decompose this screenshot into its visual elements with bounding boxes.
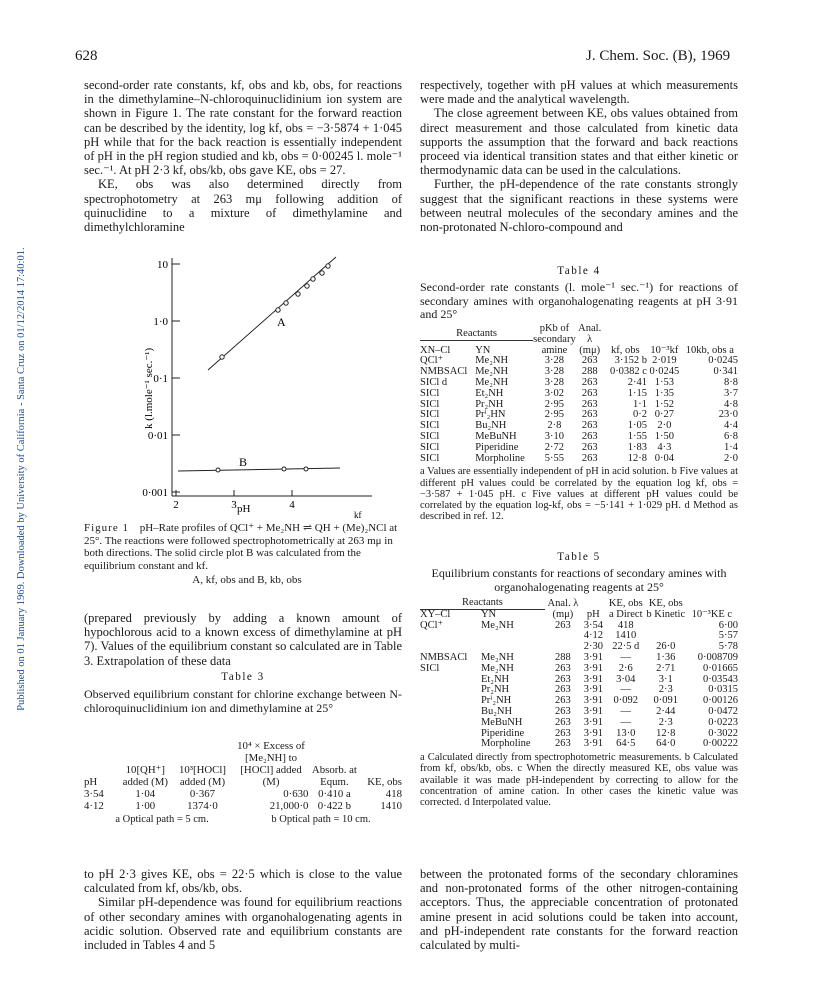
table-cell: [420, 739, 481, 750]
t3-footnote-b: b Optical path = 10 cm.: [271, 814, 371, 825]
table-cell: SICl: [420, 398, 440, 410]
table-cell: 3·91: [583, 716, 603, 728]
line-b: [178, 468, 340, 471]
table-cell: 288: [581, 366, 598, 378]
table-cell: 3·04: [616, 673, 636, 685]
point-a: [284, 301, 288, 305]
table-cell: Me₂NH: [480, 651, 514, 663]
paragraph: to pH 2·3 gives KE, obs = 22·5 which is close to the value calculated from kf, obs/kb, obs.: [84, 867, 402, 896]
t5-footnote: a Calculated directly from spectrophotometric measurements. b Calculated from kf, obs/kb, obs. c When the directly measured KE, obs value was available it was made pH-independent by correcting to allow for the concentration of amine cation. In other cases the kinetic value was corrected. d Interpolated value.: [420, 752, 738, 808]
table-cell: QCl⁺: [420, 619, 444, 631]
table-cell: 3·10: [544, 430, 565, 442]
table-cell: Prⁱ₂NH: [480, 695, 512, 707]
x-tick-label: 4: [289, 499, 295, 511]
table-cell: 3·91: [583, 673, 603, 685]
arrow-label-kf: kf: [354, 510, 362, 520]
t4-group-header: Reactants: [420, 324, 533, 340]
table-3: [84, 740, 402, 826]
point-a: [326, 264, 330, 268]
table-cell: 2·8: [547, 420, 562, 432]
table-cell: 0·341: [713, 366, 738, 378]
table-cell: 0·01665: [703, 662, 738, 674]
table-cell: 0·00222: [703, 738, 738, 750]
t3-header: Absorb. at Equm.: [311, 764, 357, 788]
table-row: [420, 729, 738, 740]
table-cell: 263: [555, 716, 571, 728]
table-cell: 0·0382 c: [609, 366, 647, 378]
table-cell: [420, 631, 481, 642]
t3-header: pH: [84, 776, 98, 788]
table-4: [420, 324, 738, 522]
t5-group-header: Reactants: [420, 598, 545, 609]
table-cell: 3·91: [583, 684, 603, 696]
x-tick-label: 2: [173, 499, 179, 511]
table-cell: [481, 631, 545, 642]
table-row: [420, 675, 738, 686]
table-cell: 263: [555, 695, 571, 707]
table-cell: —: [620, 651, 631, 663]
table-cell: 0·04: [654, 452, 674, 464]
table-row: [420, 739, 738, 750]
table-cell: NMBSACl: [420, 651, 468, 663]
table-cell: Me₂NH: [475, 366, 509, 378]
t5-header: YN: [480, 608, 497, 620]
table-row: [420, 621, 738, 632]
table-cell: 263: [581, 376, 598, 388]
point-b: [282, 467, 286, 471]
table-cell: Bu₂NH: [475, 420, 507, 432]
table-row: [420, 367, 738, 378]
table-cell: Piperidine: [475, 441, 519, 453]
table-row: [420, 696, 738, 707]
table-cell: 263: [555, 619, 571, 631]
table-cell: 1410: [615, 630, 637, 642]
table-cell: Pr₂NH: [480, 684, 510, 696]
table-cell: 3·02: [544, 387, 565, 399]
t5-header: Anal. λ (mμ): [547, 598, 579, 620]
table-cell: QCl⁺: [420, 355, 444, 367]
table-row: [420, 378, 738, 389]
table-cell: Me₂NH: [475, 376, 509, 388]
table-cell: 4·3: [657, 441, 672, 453]
table-cell: 4·4: [724, 420, 738, 432]
t4-header: 10⁻³kf: [650, 344, 679, 356]
table-cell: 0·0315: [708, 684, 738, 696]
table-cell: 1·35: [654, 387, 674, 399]
table-cell: Et₂NH: [475, 387, 504, 399]
table-cell: SICl: [420, 452, 440, 464]
table-cell: 3·28: [544, 355, 565, 367]
table-cell: 8·8: [724, 376, 738, 388]
table-cell: Piperidine: [480, 727, 525, 739]
table-row: [420, 389, 738, 400]
t3-header: KE, obs: [367, 776, 402, 788]
table-cell: 263: [555, 673, 571, 685]
table-cell: 1·4: [724, 441, 738, 453]
x-tick-label: 3: [231, 499, 237, 511]
point-a: [220, 355, 224, 359]
table-cell: 0·0472: [708, 705, 738, 717]
right-intro-text: [420, 78, 738, 234]
table-3-caption: Observed equilibrium constant for chlorine exchange between N-chloroquinuclidinium ion and dimethylamine at 25°: [84, 687, 402, 715]
table-row: [420, 443, 738, 454]
table-cell: 2·0: [724, 452, 738, 464]
point-a: [305, 284, 309, 288]
right-bottom-text: [420, 867, 738, 952]
table-cell: 0·0245: [708, 355, 738, 367]
t3-footnote-a: a Optical path = 5 cm.: [115, 814, 209, 825]
table-cell: 0·03543: [703, 673, 738, 685]
table-row: [420, 421, 738, 432]
table-cell: 2·30: [583, 641, 603, 653]
table-cell: 1·1: [632, 398, 647, 410]
table-row: [420, 642, 738, 653]
table-row: [420, 707, 738, 718]
table-cell: [545, 631, 581, 642]
table-cell: 263: [581, 355, 598, 367]
table-row: [420, 664, 738, 675]
y-tick-label: 10: [157, 259, 168, 271]
table-cell: 418: [617, 619, 634, 631]
y-tick-label: 1·0: [153, 316, 168, 328]
table-cell: 263: [555, 705, 571, 717]
table-cell: 2·71: [656, 662, 676, 674]
table-cell: NMBSACl: [420, 366, 468, 378]
table-cell: 2·95: [544, 398, 565, 410]
download-notice-sidebar: Published on 01 January 1969. Downloaded by University of California - Santa Cruz on 01/12/2014 17:40:01.: [15, 247, 27, 711]
table-5-caption: Equilibrium constants for reactions of secondary amines with organohalogenating reagents at 25°: [431, 566, 727, 594]
table-cell: 1·36: [656, 651, 676, 663]
label-a: A: [277, 315, 286, 329]
table-5: [420, 598, 738, 808]
paragraph: The close agreement between KE, obs values obtained from direct measurement and those calculated from kinetic data supports the assumption that the forward and back reactions proceed via identical transition states and that either kinetic or thermodynamic data can be used in the calculations.: [420, 106, 738, 178]
table-cell: 3·91: [583, 695, 603, 707]
table-row: [420, 400, 738, 411]
paragraph: KE, obs was also determined directly from spectrophotometry at 263 mμ following addition of quinuclidine to a mixture of dimethylamine and dimethylchloramine: [84, 177, 402, 235]
table-cell: 26·0: [656, 641, 676, 653]
t3-header: 10³[HOCl] added (M): [178, 764, 226, 788]
point-a: [311, 277, 315, 281]
table-cell: 1·55: [627, 430, 647, 442]
point-a: [276, 308, 280, 312]
table-cell: 1·83: [627, 441, 647, 453]
table-cell: 263: [581, 441, 598, 453]
table-cell: 1·05: [627, 420, 647, 432]
left-bottom-text: [84, 867, 402, 952]
paragraph: (prepared previously by adding a known amount of hypochlorous acid to a known excess of dimethylamine at pH 7). Values of the equilibrium constant so calculated are in Table 3. Extrapolation of these data: [84, 611, 402, 668]
table-cell: 263: [581, 398, 598, 410]
point-b: [216, 468, 220, 472]
table-cell: 0·00126: [703, 695, 738, 707]
table-cell: MeBuNH: [475, 430, 517, 442]
table-cell: 4·8: [724, 398, 738, 410]
paragraph: second-order rate constants, kf, obs and kb, obs, for reactions in the dimethylamine–N-chloroquinuclidinium ion system are shown in Figure 1. The rate constant for the forward reaction can be described by the identity, log kf, obs = −3·5874 + 1·045 pH while that for the back reaction is essentially independent of pH in the pH region studied and kb, obs = 0·00245 l. mole⁻¹ sec.⁻¹. At pH 2·3 kf, obs/kb, obs gave KE, obs = 27.: [84, 78, 402, 178]
table-cell: 0·2: [632, 409, 647, 421]
t3-header: 10[QH⁺] added (M): [122, 764, 168, 788]
t4-header: 10kb, obs a: [685, 344, 734, 356]
table-cell: 263: [581, 420, 598, 432]
table-cell: 2·3: [658, 716, 673, 728]
table-cell: 263: [555, 727, 571, 739]
table-cell: 5·55: [544, 452, 565, 464]
table-cell: 263: [555, 662, 571, 674]
table-cell: 5·57: [718, 630, 738, 642]
table-4-label: Table 4: [557, 265, 601, 277]
table-cell: 3·91: [583, 738, 603, 750]
table-cell: Pr₂NH: [475, 398, 504, 410]
y-tick-label: 0·001: [142, 487, 168, 499]
t4-header: YN: [475, 344, 491, 356]
table-cell: 3·28: [544, 376, 565, 388]
table-cell: SICl d: [420, 376, 448, 388]
left-mid-text: [84, 611, 402, 668]
paragraph: respectively, together with pH values at which measurements were made and the analytical wavelength.: [420, 78, 738, 107]
table-cell: SICl: [420, 441, 440, 453]
t4-header: kf, obs: [611, 344, 640, 356]
table-cell: Me₂NH: [480, 662, 514, 674]
table-cell: [420, 685, 481, 696]
table-cell: [420, 718, 481, 729]
t4-header: XN–Cl: [420, 344, 451, 356]
table-cell: 6·8: [724, 430, 738, 442]
table-cell: 263: [581, 387, 598, 399]
table-cell: 2·95: [544, 409, 565, 421]
table-cell: 64·5: [616, 738, 636, 750]
paragraph: Similar pH-dependence was found for equilibrium reactions of other secondary amines with organohalogenating agents in acidic solution. Observed rate and equilibrium constants are included in Tables 4 and 5: [84, 895, 402, 953]
table-cell: 263: [581, 452, 598, 464]
table-cell: 0·3022: [708, 727, 738, 739]
table-cell: 6·00: [718, 619, 738, 631]
table-cell: Et₂NH: [480, 673, 510, 685]
table-cell: 2·72: [544, 441, 565, 453]
table-cell: 12·8: [627, 452, 647, 464]
table-cell: Morpholine: [475, 452, 525, 464]
y-axis-label: k (l.mole⁻¹ sec.⁻¹): [143, 347, 155, 429]
table-cell: 3·28: [544, 366, 565, 378]
table-cell: Morpholine: [480, 738, 531, 750]
table-cell: 2·44: [656, 705, 676, 717]
table-row: [420, 410, 738, 421]
table-cell: 3·91: [583, 705, 603, 717]
table-cell: SICl: [420, 387, 440, 399]
table-cell: —: [620, 684, 631, 696]
table-cell: 5·78: [718, 641, 738, 653]
table-cell: 0·27: [654, 409, 674, 421]
table-cell: 22·5 d: [612, 641, 640, 653]
table-cell: 1·15: [627, 387, 647, 399]
table-5-label: Table 5: [557, 551, 601, 563]
t4-footnote: a Values are essentially independent of pH in acid solution. b Five values at different pH values could be correlated by the equation log kf, obs = −3·587 + 1·045 pH. c Five values at different pH values could be correlated by the equation log-kf, obs = −5·141 + 1·029 pH. d Method as described in ref. 12.: [420, 466, 738, 523]
table-cell: SICl: [420, 409, 440, 421]
table-4-caption: Second-order rate constants (l. mole⁻¹ sec.⁻¹) for reactions of secondary amines with organohalogenating reagents at pH 3·91 and 25°: [420, 280, 738, 322]
table-cell: SICl: [420, 430, 440, 442]
t4-header: Anal. λ (mμ): [578, 323, 602, 356]
caption-text: pH–Rate profiles of QCl⁺ + Me₂NH ⇌ QH + (Me)₂NCl at 25°. The reactions were followed spectrophotometrically at 263 mμ in both directions. The solid circle plot B was calculated from the equilibrium constant and kf.: [84, 522, 398, 572]
table-cell: 1·52: [654, 398, 674, 410]
table-cell: 0·008709: [697, 651, 738, 663]
table-cell: 12·8: [656, 727, 676, 739]
table-row: [420, 653, 738, 664]
figure-1: [92, 244, 412, 524]
table-cell: 64·0: [656, 738, 676, 750]
table-cell: [646, 621, 686, 632]
table-cell: 13·0: [616, 727, 636, 739]
table-cell: 2·0: [657, 420, 672, 432]
table-cell: 3·7: [724, 387, 738, 399]
figure-1-caption: [84, 522, 410, 587]
x-axis-label: pH: [237, 503, 251, 515]
table-row: 3·54 1·04 0·367 0·630 0·410 a 418: [84, 788, 402, 800]
table-cell: 3·54: [583, 619, 603, 631]
table-cell: [420, 675, 481, 686]
table-3-label: Table 3: [221, 671, 265, 683]
table-cell: 0·092: [613, 695, 638, 707]
table-cell: —: [620, 716, 631, 728]
table-cell: SICl: [420, 662, 440, 674]
paragraph: Further, the pH-dependence of the rate constants strongly suggest that the significant reactions in these systems were between neutral molecules of the secondary amines and the non-protonated N-chloro-compound and: [420, 177, 738, 235]
table-cell: 3·91: [583, 662, 603, 674]
journal-header: J. Chem. Soc. (B), 1969: [586, 48, 731, 64]
table-cell: Bu₂NH: [480, 705, 513, 717]
t5-header: KE, obs a Direct: [608, 598, 643, 620]
table-cell: 4·12: [583, 630, 603, 642]
table-cell: 0·0245: [649, 366, 680, 378]
line-a: [208, 257, 336, 370]
y-tick-label: 0·01: [147, 430, 168, 442]
point-a: [320, 271, 324, 275]
t5-header: KE, obs b Kinetic: [646, 598, 686, 620]
table-cell: Me₂NH: [480, 619, 514, 631]
table-cell: 1·53: [654, 376, 674, 388]
table-cell: 3·152 b: [614, 355, 647, 367]
table-cell: 263: [581, 409, 598, 421]
table-row: [420, 718, 738, 729]
table-cell: 2·019: [652, 355, 677, 367]
figure-1-plot: [92, 244, 412, 524]
point-a: [296, 292, 300, 296]
table-cell: 1·50: [654, 430, 674, 442]
table-cell: 2·3: [658, 684, 673, 696]
caption-lead: Figure 1: [84, 522, 129, 534]
table-row: [420, 631, 738, 642]
table-cell: 2·41: [627, 376, 647, 388]
table-cell: Prⁱ₂HN: [475, 409, 506, 421]
table-cell: MeBuNH: [480, 716, 523, 728]
page-number: 628: [75, 48, 98, 64]
t3-header: 10⁴ × Excess of [Me₂NH] to [HOCl] added (M): [237, 740, 305, 788]
table-cell: 263: [581, 430, 598, 442]
table-cell: [420, 707, 481, 718]
left-intro-text: [84, 78, 402, 234]
table-cell: [420, 696, 481, 707]
table-cell: 3·91: [583, 727, 603, 739]
table-cell: 288: [555, 651, 571, 663]
table-cell: Me₂NH: [475, 355, 509, 367]
paragraph: between the protonated forms of the secondary chloramines and non-protonated forms of the other nitrogen-containing acceptors. Thus, the appreciable concentration of protonated amine present in acid solutions could be taken into account, and pH-independent rate constants for the forward reaction calculated by multi-: [420, 867, 738, 953]
t5-header: XY–Cl: [420, 608, 451, 620]
t5-header: 10⁻³KE c: [691, 608, 733, 620]
table-row: [420, 685, 738, 696]
table-row: [420, 356, 738, 367]
table-cell: 23·0: [718, 409, 738, 421]
table-cell: SICl: [420, 420, 440, 432]
t5-header: pH: [586, 608, 600, 620]
table-cell: [420, 729, 481, 740]
table-row: [420, 454, 738, 465]
t4-header: pKb of secondary amine: [533, 323, 576, 356]
point-b: [304, 467, 308, 471]
table-row: 4·12 1·00 1374·0 21,000·0 0·422 b 1410: [84, 800, 402, 812]
table-cell: 263: [555, 684, 571, 696]
table-cell: 3·91: [583, 651, 603, 663]
table-cell: 0·0223: [708, 716, 738, 728]
table-cell: —: [620, 705, 631, 717]
caption-legend: A, kf, obs and B, kb, obs: [192, 574, 302, 587]
y-tick-label: 0·1: [153, 373, 168, 385]
table-row: [420, 432, 738, 443]
label-b: B: [239, 455, 248, 469]
table-cell: 263: [555, 738, 571, 750]
table-cell: 3·1: [658, 673, 673, 685]
table-cell: 2·6: [618, 662, 633, 674]
table-cell: 0·091: [653, 695, 678, 707]
